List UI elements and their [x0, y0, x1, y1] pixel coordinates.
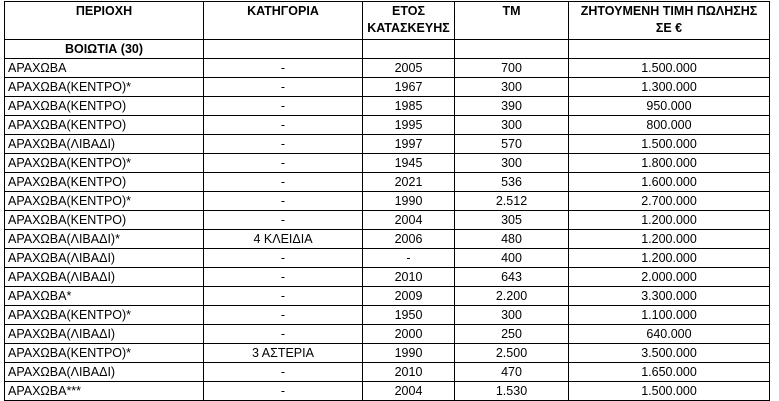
table-row	[5, 78, 770, 97]
header-year	[363, 2, 455, 40]
price-cell: 1.100.000	[569, 306, 770, 325]
area-cell: ΑΡΑΧΩΒΑ(ΛΙΒΑΔΙ)	[5, 325, 204, 344]
sqm-cell: 2.512	[455, 192, 569, 211]
sqm-cell: 300	[455, 78, 569, 97]
table-row	[5, 135, 770, 154]
price-cell: 2.700.000	[569, 192, 770, 211]
area-cell: ΑΡΑΧΩΒΑ(ΚΕΝΤΡΟ)	[5, 173, 204, 192]
year-cell: -	[363, 249, 455, 268]
price-cell: 1.500.000	[569, 135, 770, 154]
category-cell: 4 ΚΛΕΙΔΙΑ	[204, 230, 363, 249]
category-cell: 3 ΑΣΤΕΡΙΑ	[204, 344, 363, 363]
category-cell: -	[204, 97, 363, 116]
category-cell: -	[204, 135, 363, 154]
table-row	[5, 230, 770, 249]
category-cell: -	[204, 173, 363, 192]
sqm-cell: 480	[455, 230, 569, 249]
listings-table	[4, 1, 770, 401]
year-cell: 2004	[363, 211, 455, 230]
sqm-cell: 250	[455, 325, 569, 344]
year-cell: 1990	[363, 344, 455, 363]
category-cell: -	[204, 363, 363, 382]
sqm-cell: 470	[455, 363, 569, 382]
table-row	[5, 59, 770, 78]
price-cell: 3.300.000	[569, 287, 770, 306]
price-cell: 1.800.000	[569, 154, 770, 173]
sqm-cell: 700	[455, 59, 569, 78]
price-cell: 3.500.000	[569, 344, 770, 363]
table-row	[5, 325, 770, 344]
sqm-cell: 390	[455, 97, 569, 116]
price-cell: 1.200.000	[569, 230, 770, 249]
year-cell: 1995	[363, 116, 455, 135]
region-group-empty-cell	[455, 40, 569, 59]
year-cell: 2006	[363, 230, 455, 249]
year-cell: 2010	[363, 363, 455, 382]
category-cell: -	[204, 306, 363, 325]
area-cell: ΑΡΑΧΩΒΑ(ΛΙΒΑΔΙ)	[5, 249, 204, 268]
year-cell: 1997	[363, 135, 455, 154]
area-cell: ΑΡΑΧΩΒΑ(ΚΕΝΤΡΟ)*	[5, 78, 204, 97]
price-cell: 1.500.000	[569, 59, 770, 78]
header-category-label: ΚΑΤΗΓΟΡΙΑ	[247, 4, 319, 18]
sqm-cell: 300	[455, 306, 569, 325]
header-price-line2: ΣΕ €	[655, 21, 683, 35]
region-group-empty-cell	[204, 40, 363, 59]
year-cell: 1950	[363, 306, 455, 325]
area-cell: ΑΡΑΧΩΒΑ(ΚΕΝΤΡΟ)*	[5, 154, 204, 173]
year-cell: 2000	[363, 325, 455, 344]
price-cell: 1.200.000	[569, 249, 770, 268]
category-cell: -	[204, 287, 363, 306]
price-cell: 1.500.000	[569, 382, 770, 401]
area-cell: ΑΡΑΧΩΒΑ(ΛΙΒΑΔΙ)	[5, 135, 204, 154]
category-cell: -	[204, 268, 363, 287]
header-sqm	[455, 2, 569, 40]
price-cell: 640.000	[569, 325, 770, 344]
sqm-cell: 300	[455, 116, 569, 135]
table-row	[5, 344, 770, 363]
sqm-cell: 400	[455, 249, 569, 268]
category-cell: -	[204, 249, 363, 268]
price-cell: 1.200.000	[569, 211, 770, 230]
sqm-cell: 570	[455, 135, 569, 154]
table-row	[5, 363, 770, 382]
category-cell: -	[204, 192, 363, 211]
sqm-cell: 300	[455, 154, 569, 173]
area-cell: ΑΡΑΧΩΒΑ(ΚΕΝΤΡΟ)	[5, 211, 204, 230]
year-cell: 2005	[363, 59, 455, 78]
area-cell: ΑΡΑΧΩΒΑ***	[5, 382, 204, 401]
region-group-label: ΒΟΙΩΤΙΑ (30)	[5, 40, 204, 59]
region-group-empty-cell	[363, 40, 455, 59]
area-cell: ΑΡΑΧΩΒΑ(ΚΕΝΤΡΟ)*	[5, 344, 204, 363]
category-cell: -	[204, 59, 363, 78]
table-row	[5, 249, 770, 268]
sqm-cell: 643	[455, 268, 569, 287]
price-cell: 950.000	[569, 97, 770, 116]
header-price-line1: ΖΗΤΟΥΜΕΝΗ ΤΙΜΗ ΠΩΛΗΣΗΣ	[580, 4, 758, 18]
header-row	[5, 2, 770, 40]
table-row	[5, 97, 770, 116]
year-cell: 2004	[363, 382, 455, 401]
table-row	[5, 116, 770, 135]
region-group-row	[5, 40, 770, 59]
area-cell: ΑΡΑΧΩΒΑ(ΛΙΒΑΔΙ)*	[5, 230, 204, 249]
table-row	[5, 287, 770, 306]
area-cell: ΑΡΑΧΩΒΑ(ΚΕΝΤΡΟ)*	[5, 192, 204, 211]
header-year-line2: ΚΑΤΑΣΚΕΥΗΣ	[367, 21, 450, 35]
price-cell: 2.000.000	[569, 268, 770, 287]
area-cell: ΑΡΑΧΩΒΑ(ΚΕΝΤΡΟ)	[5, 116, 204, 135]
table-row	[5, 268, 770, 287]
header-region	[5, 2, 204, 40]
year-cell: 2009	[363, 287, 455, 306]
year-cell: 2021	[363, 173, 455, 192]
category-cell: -	[204, 325, 363, 344]
region-group-empty-cell	[569, 40, 770, 59]
sqm-cell: 305	[455, 211, 569, 230]
sqm-cell: 1.530	[455, 382, 569, 401]
price-cell: 1.600.000	[569, 173, 770, 192]
year-cell: 1967	[363, 78, 455, 97]
area-cell: ΑΡΑΧΩΒΑ	[5, 59, 204, 78]
category-cell: -	[204, 116, 363, 135]
header-region-label: ΠΕΡΙΟΧΗ	[75, 4, 133, 18]
table-row	[5, 211, 770, 230]
header-year-line1: ΕΤΟΣ	[392, 4, 425, 18]
price-cell: 800.000	[569, 116, 770, 135]
price-cell: 1.650.000	[569, 363, 770, 382]
area-cell: ΑΡΑΧΩΒΑ(ΛΙΒΑΔΙ)	[5, 363, 204, 382]
year-cell: 1945	[363, 154, 455, 173]
area-cell: ΑΡΑΧΩΒΑ(ΚΕΝΤΡΟ)*	[5, 306, 204, 325]
category-cell: -	[204, 78, 363, 97]
area-cell: ΑΡΑΧΩΒΑ(ΚΕΝΤΡΟ)	[5, 97, 204, 116]
table-row	[5, 192, 770, 211]
category-cell: -	[204, 154, 363, 173]
area-cell: ΑΡΑΧΩΒΑ(ΛΙΒΑΔΙ)	[5, 268, 204, 287]
header-category	[204, 2, 363, 40]
table-row	[5, 173, 770, 192]
year-cell: 1990	[363, 192, 455, 211]
table-row	[5, 154, 770, 173]
sqm-cell: 2.500	[455, 344, 569, 363]
area-cell: ΑΡΑΧΩΒΑ*	[5, 287, 204, 306]
year-cell: 2010	[363, 268, 455, 287]
sqm-cell: 536	[455, 173, 569, 192]
table-row	[5, 306, 770, 325]
sqm-cell: 2.200	[455, 287, 569, 306]
table-row	[5, 382, 770, 401]
category-cell: -	[204, 382, 363, 401]
header-sqm-label: ΤΜ	[502, 4, 521, 18]
category-cell: -	[204, 211, 363, 230]
header-price	[569, 2, 770, 40]
price-cell: 1.300.000	[569, 78, 770, 97]
year-cell: 1985	[363, 97, 455, 116]
